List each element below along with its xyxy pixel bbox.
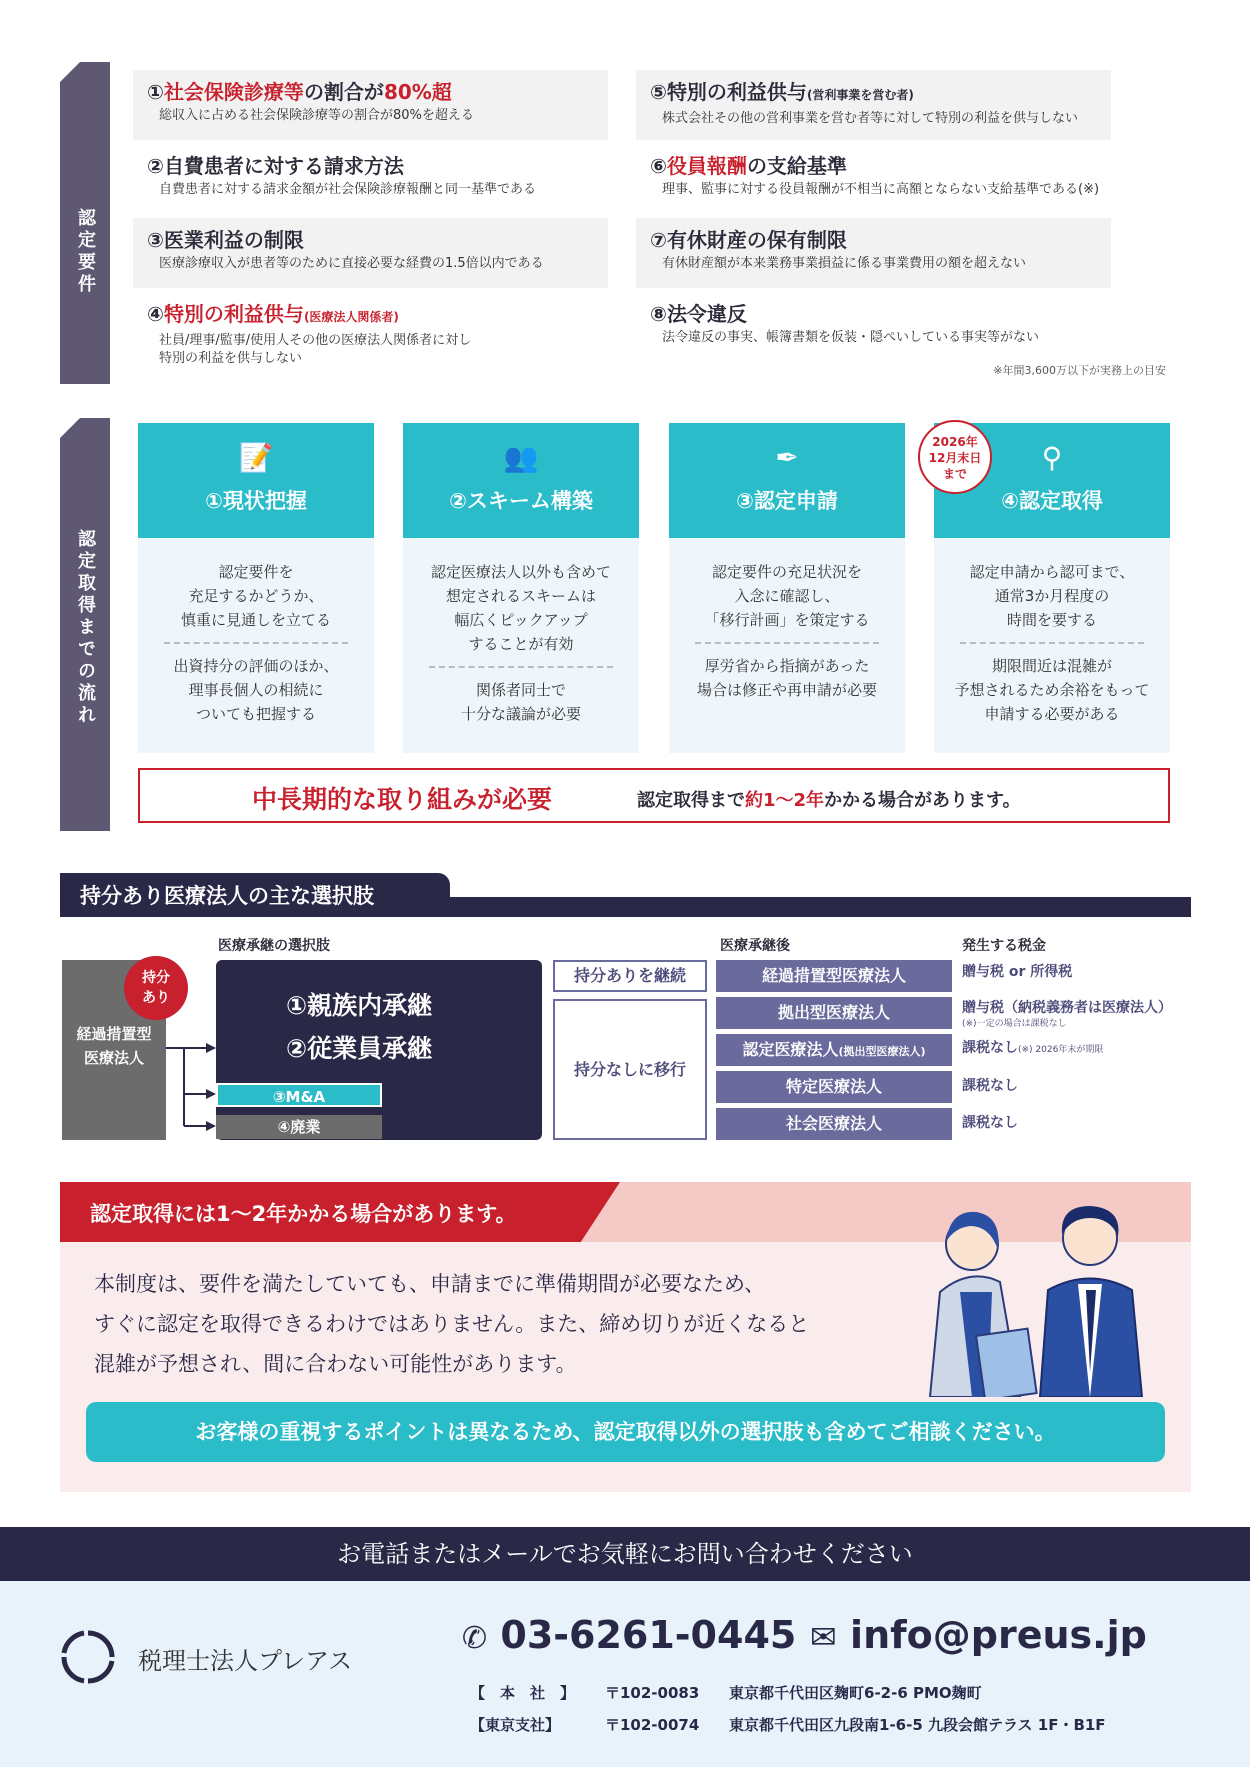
- after-list: [716, 960, 952, 1140]
- move-label: 持分なしに移行: [553, 999, 707, 1140]
- notice-title: 認定取得には1〜2年かかる場合があります。: [90, 1202, 517, 1226]
- after-item: 特定医療法人: [716, 1071, 952, 1103]
- phone-link[interactable]: ✆ 03-6261-0445: [462, 1613, 797, 1657]
- tax-list: 贈与税 or 所得税 贈与税（納税義務者は医療法人） (※)一定の場合は課税なし 課税なし(※) 2026年末が期限 課税なし 課税なし: [962, 964, 1172, 1131]
- long-term-banner: 中長期的な取り組みが必要 認定取得まで約1〜2年かかる場合があります。: [138, 768, 1170, 823]
- main-options-box: ①親族内承継 ②従業員承継: [216, 960, 542, 1140]
- flow-step-4: ⚲ ④認定取得 認定申請から認可まで、 通常3か月程度の 時間を要する 期限間近は混雑が 予想されるため余裕をもって 申請する必要がある: [934, 423, 1170, 753]
- after-item: 社会医療法人: [716, 1108, 952, 1140]
- notice-body: 本制度は、要件を満たしていても、申請までに準備期間が必要なため、 すぐに認定を取得できるわけではありません。また、締め切りが近くなると 混雑が予想され、間に合わない可能性があります。: [94, 1272, 810, 1376]
- requirement-item-6: ⑥役員報酬の支給基準 理事、監事に対する役員報酬が不相当に高額とならない支給基準である(※): [650, 154, 1100, 197]
- requirement-item-2: ②自費患者に対する請求方法 自費患者に対する請求金額が社会保険診療報酬と同一基準である: [147, 154, 537, 197]
- clipboard-icon: 📝: [238, 441, 274, 474]
- mochibun-badge: 持分 あり: [124, 956, 188, 1020]
- company-name: 税理士法人プレアス: [138, 1647, 353, 1675]
- requirements-side-label: [60, 62, 110, 384]
- options-col1-header: 医療承継の選択肢: [218, 938, 330, 954]
- requirement-item-7: ⑦有休財産の保有制限 有休財産額が本来業務事業損益に係る事業費用の額を超えない: [636, 218, 1111, 288]
- requirement-item-5: ⑤特別の利益供与(営利事業を営む者) 株式会社その他の営利事業を営む者等に対して特別の利益を供与しない: [636, 70, 1111, 140]
- office-list: 【 本 社 】 〒102-0083 東京都千代田区麹町6-2-6 PMO麹町 【東京支社】 〒102-0074 東京都千代田区九段南1-6-5 九段会館テラス 1F・B1F: [470, 1684, 1106, 1734]
- flow-step-3: ✒ ③認定申請 認定要件の充足状況を 入念に確認し、 「移行計画」を策定する 厚労省から指摘があった 場合は修正や再申請が必要: [669, 423, 905, 753]
- requirements-label: 認定要件: [75, 208, 96, 296]
- phone-icon: ✆: [462, 1621, 488, 1656]
- source-corporation-box: 経過措置型 医療法人: [62, 960, 166, 1140]
- options-col2-header: 医療承継後: [720, 938, 790, 954]
- flow-side-label: [60, 418, 110, 831]
- requirement-item-4: ④特別の利益供与(医療法人関係者) 社員/理事/監事/使用人その他の医療法人関係者に対し 特別の利益を供与しない: [147, 302, 472, 366]
- requirements-note: ※年間3,600万以下が実務上の目安: [993, 364, 1166, 377]
- requirement-item-8: ⑧法令違反 法令違反の事実、帳簿書類を仮装・隠ぺいしている事実等がない: [650, 302, 1040, 345]
- flow-step-1: 📝 ①現状把握 認定要件を 充足するかどうか、 慎重に見通しを立てる 出資持分の評価のほか、 理事長個人の相続に ついても把握する: [138, 423, 374, 753]
- after-item: 経過措置型医療法人: [716, 960, 952, 992]
- stamp-icon: ⚲: [1041, 441, 1063, 474]
- after-item: 拠出型医療法人: [716, 997, 952, 1029]
- contact-heading-bar: お電話またはメールでお気軽にお問い合わせください: [0, 1527, 1250, 1581]
- haigyo-option: ④廃業: [216, 1115, 382, 1139]
- pen-icon: ✒: [775, 441, 799, 474]
- flow-step-2: 👥 ②スキーム構築 認定医療法人以外も含めて 想定されるスキームは 幅広くピックアップ することが有効 関係者同士で 十分な議論が必要: [403, 423, 639, 753]
- notice-panel: [60, 1182, 1191, 1492]
- branch-arrows: [166, 1000, 216, 1140]
- options-header: 持分あり医療法人の主な選択肢: [60, 873, 1191, 917]
- business-people-illustration: [910, 1172, 1160, 1397]
- consultation-callout: お客様の重視するポイントは異なるため、認定取得以外の選択肢も含めてご相談ください。: [86, 1402, 1165, 1462]
- company-logo-icon: [58, 1627, 118, 1687]
- contact-footer: [0, 1581, 1250, 1767]
- email-link[interactable]: ✉ info@preus.jp: [810, 1613, 1147, 1657]
- requirement-item-3: ③医業利益の制限 医療診療収入が患者等のために直接必要な経費の1.5倍以内である: [133, 218, 608, 288]
- after-item: 認定医療法人(拠出型医療法人): [716, 1034, 952, 1066]
- ma-option: ③M&A: [216, 1083, 382, 1107]
- requirement-item-1: ①社会保険診療等の割合が80%超 総収入に占める社会保険診療等の割合が80%を超える: [133, 70, 608, 140]
- mail-icon: ✉: [810, 1618, 837, 1656]
- deadline-badge: 2026年 12月末日 まで: [918, 420, 992, 494]
- people-icon: 👥: [503, 441, 539, 474]
- flow-label: 認定取得までの流れ: [75, 529, 96, 727]
- options-col3-header: 発生する税金: [962, 938, 1046, 954]
- keep-label: 持分ありを継続: [553, 960, 707, 992]
